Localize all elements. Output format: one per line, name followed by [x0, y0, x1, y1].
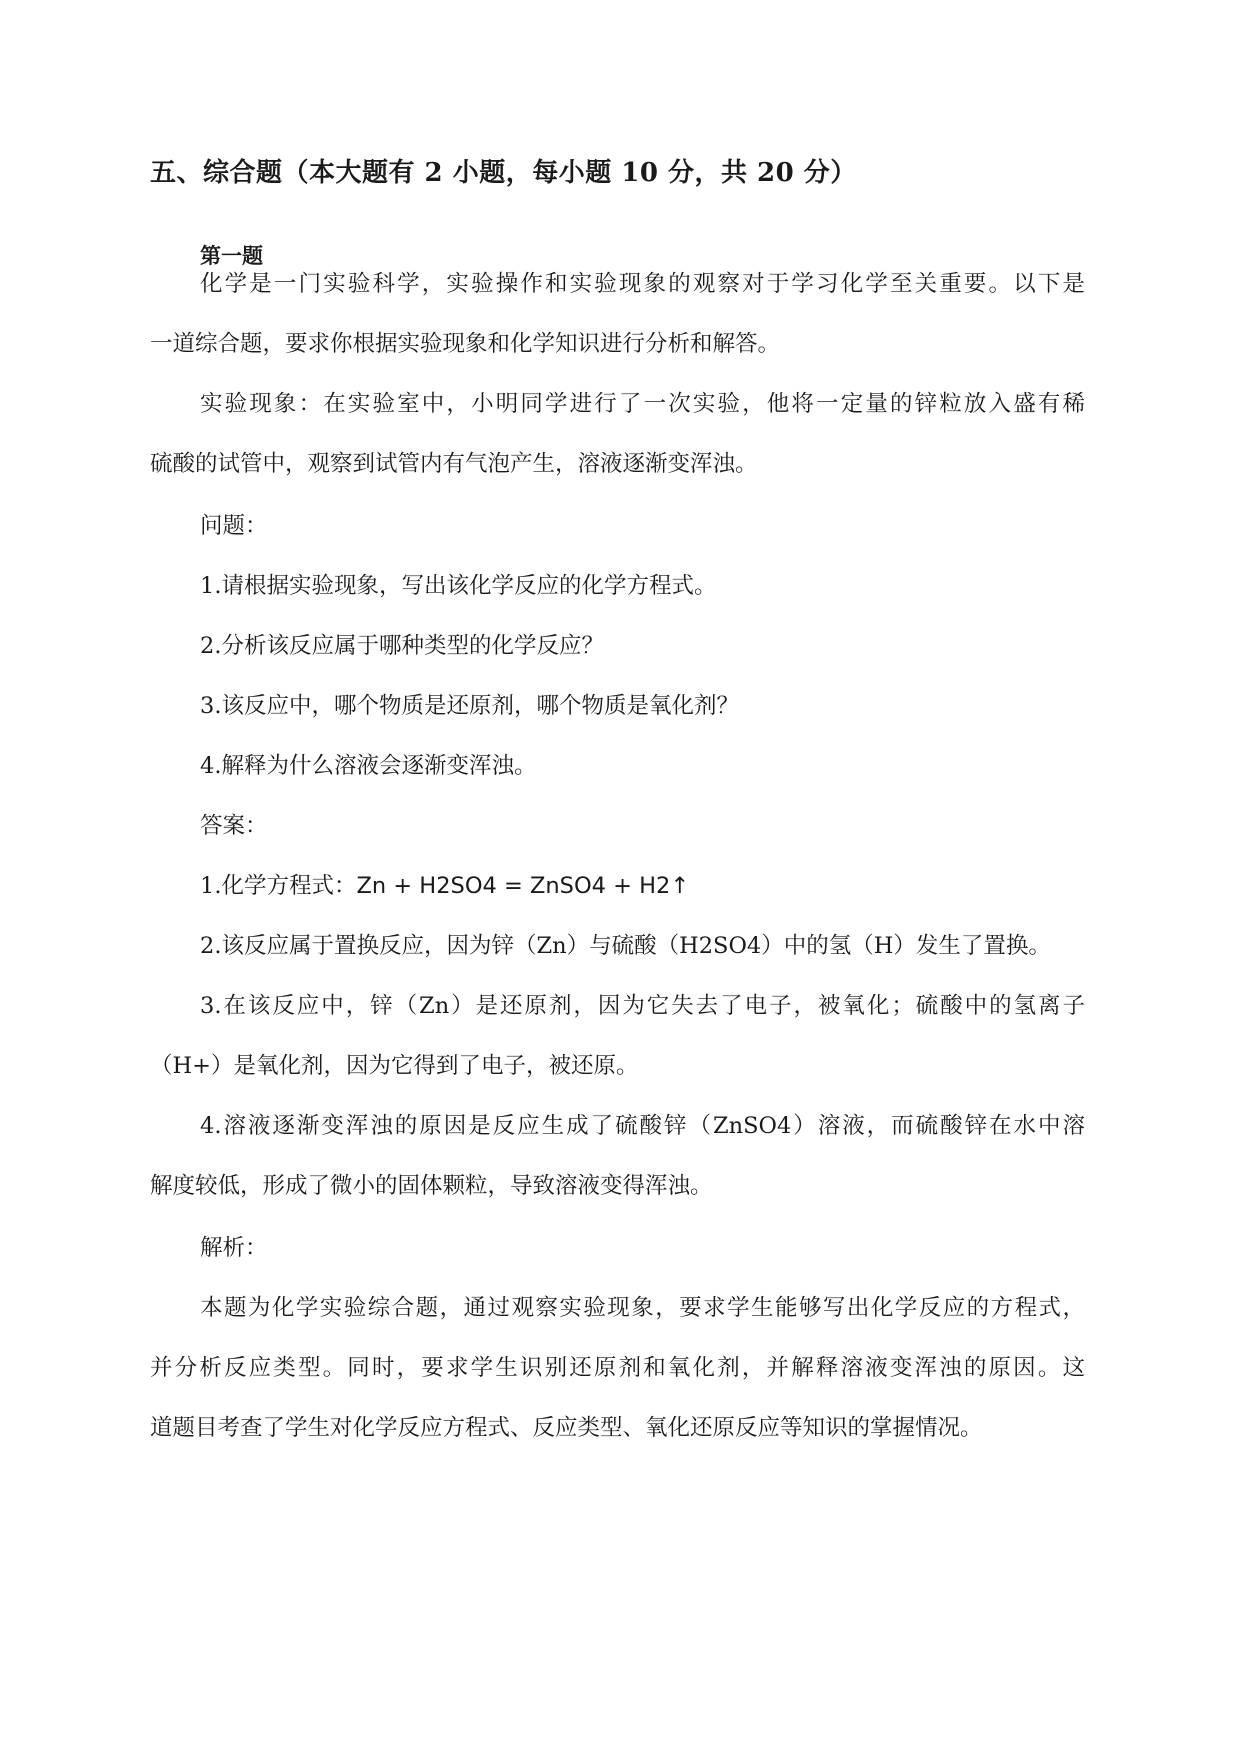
phenomenon-line-1: 实验现象：在实验室中，小明同学进行了一次实验，他将一定量的锌粒放入盛有稀 — [200, 391, 1085, 417]
question-1: 1.请根据实验现象，写出该化学反应的化学方程式。 — [200, 573, 717, 599]
answer-3-line-1: 3.在该反应中，锌（Zn）是还原剂，因为它失去了电子，被氧化；硫酸中的氢离子 — [200, 993, 1085, 1019]
analysis-line-2: 并分析反应类型。同时，要求学生识别还原剂和氧化剂，并解释溶液变浑浊的原因。这 — [150, 1355, 1085, 1381]
section-title: 五、综合题（本大题有 2 小题，每小题 10 分，共 20 分） — [150, 158, 857, 188]
chemical-equation: Zn + H2SO4 = ZnSO4 + H2↑ — [356, 873, 690, 899]
intro-line-2: 一道综合题，要求你根据实验现象和化学知识进行分析和解答。 — [150, 331, 781, 357]
analysis-label: 解析： — [200, 1235, 268, 1261]
phenomenon-line-2: 硫酸的试管中，观察到试管内有气泡产生，溶液逐渐变浑浊。 — [150, 451, 758, 477]
question-4: 4.解释为什么溶液会逐渐变浑浊。 — [200, 753, 537, 779]
answer-3-line-2: （H+）是氧化剂，因为它得到了电子，被还原。 — [150, 1053, 639, 1079]
answer-4-line-2: 解度较低，形成了微小的固体颗粒，导致溶液变得浑浊。 — [150, 1173, 713, 1199]
answer-4-line-1: 4.溶液逐渐变浑浊的原因是反应生成了硫酸锌（ZnSO4）溶液，而硫酸锌在水中溶 — [200, 1113, 1085, 1139]
answer-1 — [200, 870, 689, 902]
answer-2: 2.该反应属于置换反应，因为锌（Zn）与硫酸（H2SO4）中的氢（H）发生了置换。 — [200, 933, 1051, 959]
analysis-line-1: 本题为化学实验综合题，通过观察实验现象，要求学生能够写出化学反应的方程式， — [200, 1295, 1085, 1321]
problem-title: 第一题 — [200, 243, 263, 268]
intro-line-1: 化学是一门实验科学，实验操作和实验现象的观察对于学习化学至关重要。以下是 — [200, 271, 1085, 297]
question-3: 3.该反应中，哪个物质是还原剂，哪个物质是氧化剂？ — [200, 693, 739, 719]
analysis-line-3: 道题目考查了学生对化学反应方程式、反应类型、氧化还原反应等知识的掌握情况。 — [150, 1415, 983, 1441]
question-2: 2.分析该反应属于哪种类型的化学反应？ — [200, 633, 604, 659]
answer-1-prefix: 1.化学方程式： — [200, 873, 357, 899]
answers-label: 答案： — [200, 813, 268, 839]
questions-label: 问题： — [200, 513, 268, 539]
